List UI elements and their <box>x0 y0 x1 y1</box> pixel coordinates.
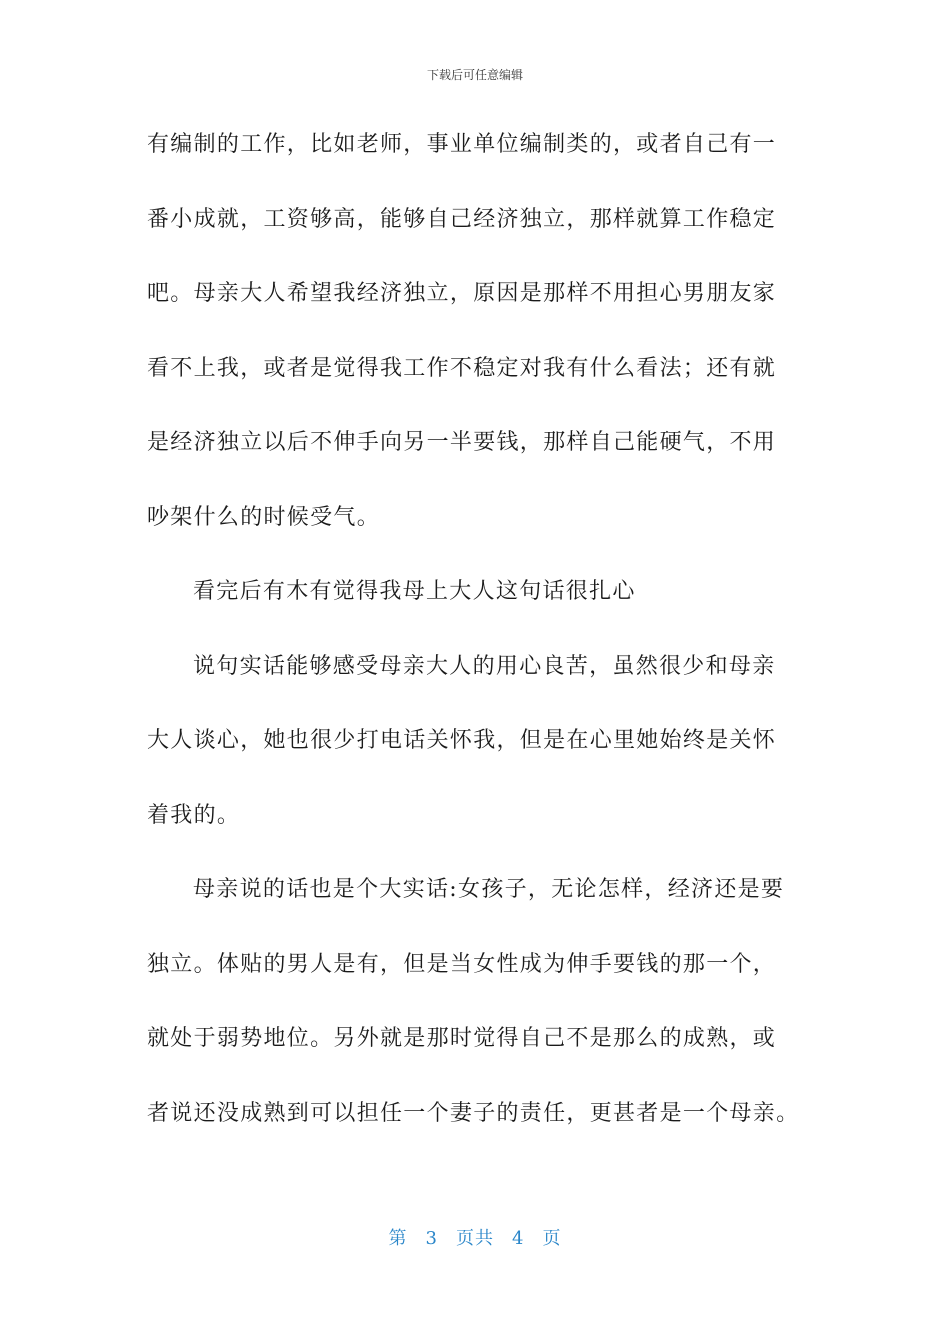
text-line: 是经济独立以后不伸手向另一半要钱，那样自己能硬气，不用 <box>147 430 777 455</box>
text-line: 番小成就，工资够高，能够自己经济独立，那样就算工作稳定 <box>147 206 777 232</box>
text-line: 独立。体贴的男人是有，但是当女性成为伸手要钱的那一个， <box>147 951 777 977</box>
text-line: 吵架什么的时候受气。 <box>147 504 381 530</box>
page-header: 下载后可任意编辑 <box>426 68 523 82</box>
text-line: 母亲说的话也是个大实话:女孩子，无论怎样，经济还是要 <box>193 877 785 902</box>
current-page-number: 3 <box>425 1228 438 1249</box>
text-line: 就处于弱势地位。另外就是那时觉得自己不是那么的成熟，或 <box>147 1026 777 1051</box>
text-line: 说句实话能够感受母亲大人的用心良苦，虽然很少和母亲 <box>193 653 776 679</box>
document-body <box>147 120 807 1163</box>
text-line: 者说还没成熟到可以担任一个妻子的责任，更甚者是一个母亲。 <box>147 1100 800 1126</box>
text-line: 有编制的工作，比如老师，事业单位编制类的，或者自己有一 <box>147 132 777 157</box>
text-line: 大人谈心，她也很少打电话关怀我，但是在心里她始终是关怀 <box>147 728 777 753</box>
text-line: 着我的。 <box>147 802 241 828</box>
page-label-prefix: 第 <box>388 1228 408 1249</box>
page-footer <box>0 1224 950 1250</box>
text-line: 看不上我，或者是觉得我工作不稳定对我有什么看法；还有就 <box>147 355 777 381</box>
text-line: 吧。母亲大人希望我经济独立，原因是那样不用担心男朋友家 <box>147 281 777 306</box>
page-label-suffix: 页 <box>542 1228 562 1249</box>
total-page-number: 4 <box>512 1228 525 1249</box>
page-label-middle: 页共 <box>456 1228 494 1249</box>
text-line: 看完后有木有觉得我母上大人这句话很扎心 <box>193 579 636 604</box>
